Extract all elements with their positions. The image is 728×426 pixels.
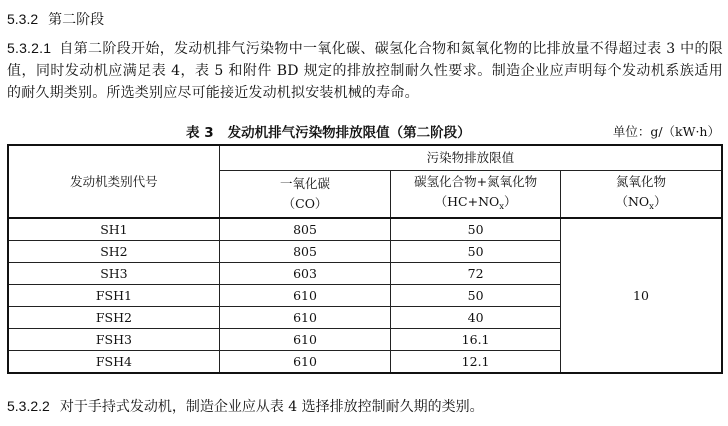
clause-text: 对于手持式发动机，制造企业应从表 4 选择排放控制耐久期的类别。 <box>59 399 484 415</box>
header-hc-nox <box>391 171 561 219</box>
co-cell: 603 <box>219 263 390 285</box>
header-pollutant-limits: 污染物排放限值 <box>219 145 722 171</box>
clause-text: 自第二阶段开始，发动机排气污染物中一氧化碳、碳氢化合物和氮氧化物的比排放量不得超过表 3 中的限值，同时发动机应满足表 4，表 5 和附件 BD 规定的排放控制耐久性要求。制造企业应声明每个发动机系族适用的耐久期类别。所选类别应尽可能接近发动机拟安装机械的寿命。 <box>7 41 723 101</box>
hc-nox-cell: 16.1 <box>391 329 561 351</box>
header-nox-symbol: $(NO_x)$ <box>615 193 667 212</box>
header-hc-nox-symbol: $(HC+NO_x)$ <box>434 193 517 212</box>
clause-5-3-2-1 <box>7 37 723 104</box>
header-co-symbol: （CO） <box>282 196 328 211</box>
table-unit: 单位：g/（kW·h） <box>612 124 720 139</box>
section-number: 5.3.2 <box>7 11 39 27</box>
engine-code-cell: FSH3 <box>8 329 219 351</box>
hc-nox-cell: 50 <box>391 218 561 241</box>
engine-code-cell: FSH1 <box>8 285 219 307</box>
hc-nox-cell: 72 <box>391 263 561 285</box>
hc-nox-cell: 12.1 <box>391 351 561 374</box>
table-row <box>8 218 722 241</box>
clause-number: 5.3.2.1 <box>7 40 52 56</box>
section-title: 第二阶段 <box>48 12 105 28</box>
clause-5-3-2-2 <box>7 397 484 416</box>
engine-code-cell: FSH2 <box>8 307 219 329</box>
header-nox-name: 氮氧化物 <box>615 173 666 189</box>
header-co <box>219 171 390 219</box>
co-cell: 610 <box>219 351 390 374</box>
co-cell: 610 <box>219 285 390 307</box>
header-co-name: 一氧化碳 <box>280 176 331 191</box>
engine-code-cell: FSH4 <box>8 351 219 374</box>
clause-number: 5.3.2.2 <box>7 398 50 414</box>
hc-nox-cell: 40 <box>391 307 561 329</box>
table-header-row <box>8 145 722 171</box>
engine-code-cell: SH3 <box>8 263 219 285</box>
co-cell: 805 <box>219 241 390 263</box>
table-caption <box>0 121 728 139</box>
section-heading <box>7 11 104 28</box>
engine-code-cell: SH2 <box>8 241 219 263</box>
header-hc-nox-name: 碳氢化合物+氮氧化物 <box>414 173 538 189</box>
hc-nox-cell: 50 <box>391 241 561 263</box>
co-cell: 610 <box>219 329 390 351</box>
co-cell: 805 <box>219 218 390 241</box>
emission-limits-table <box>7 144 723 374</box>
header-engine-category: 发动机类别代号 <box>8 145 219 218</box>
table-title-text: 发动机排气污染物排放限值（第二阶段） <box>227 125 471 141</box>
table-title <box>186 121 471 141</box>
header-nox <box>560 171 722 219</box>
table-label: 表 3 <box>186 125 214 141</box>
co-cell: 610 <box>219 307 390 329</box>
nox-merged-cell: 10 <box>560 218 722 373</box>
engine-code-cell: SH1 <box>8 218 219 241</box>
hc-nox-cell: 50 <box>391 285 561 307</box>
